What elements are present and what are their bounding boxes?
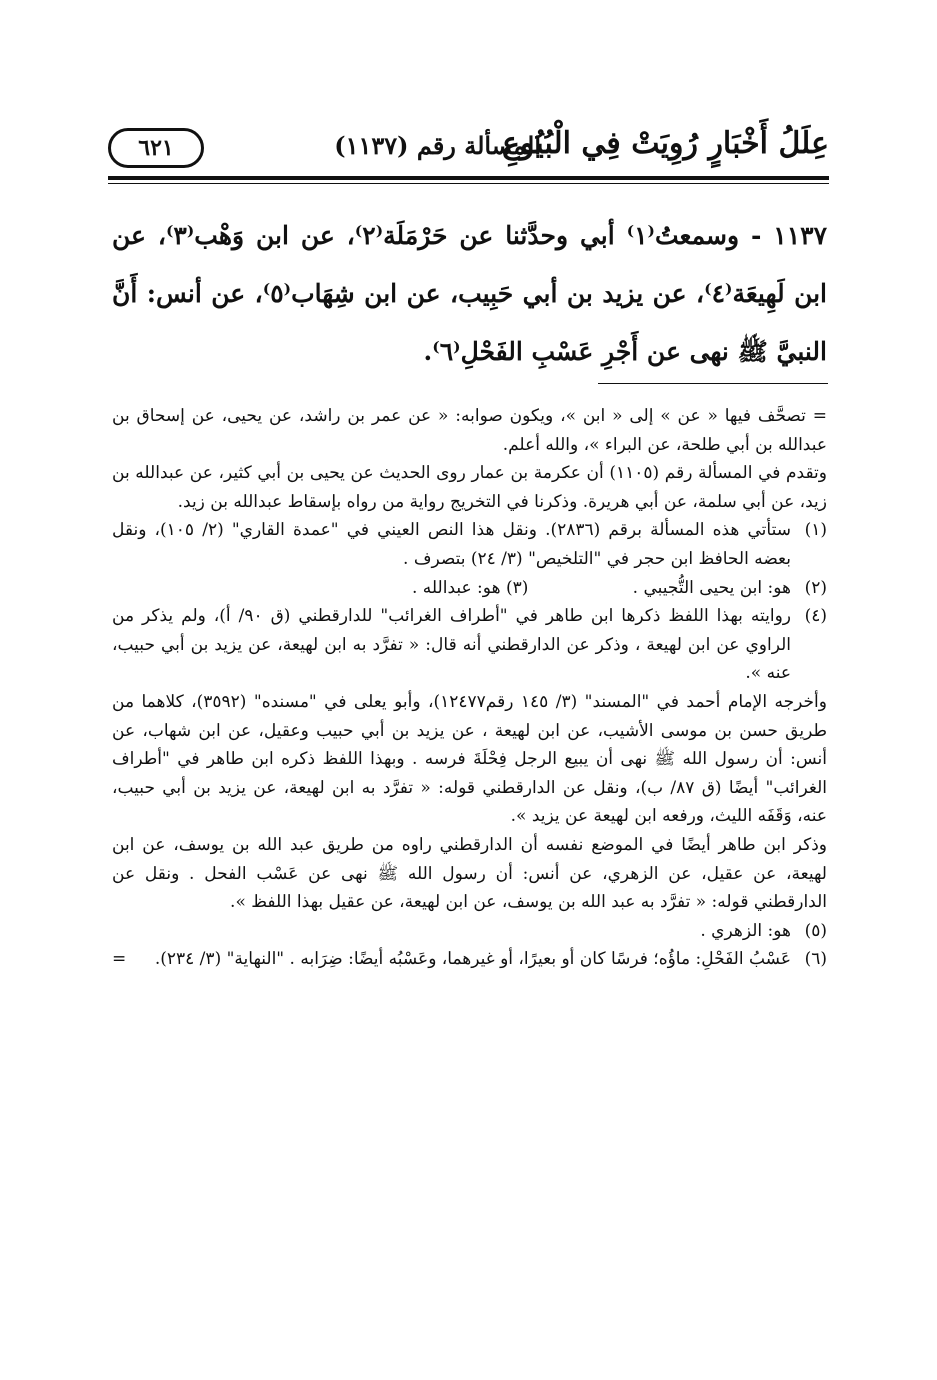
footnote-separator xyxy=(598,383,828,384)
main-text xyxy=(112,207,827,381)
footnote-5 xyxy=(112,917,827,946)
issue-number: المسألة رقم (١١٣٧) xyxy=(334,131,541,160)
footnotes xyxy=(112,402,827,974)
footnote-continuation: = تصحَّف فيها « عن » إلى « ابن »، ويكون صوابه: « عن عمر بن راشد، عن يحيى، عن إسحاق بن عبدالله بن أبي طلحة، عن البراء »، والله أعلم. xyxy=(112,406,827,455)
footnote-4-para-2: وأخرجه الإمام أحمد في "المسند" (٣/ ١٤٥ رقم١٢٤٧٧)، وأبو يعلى في "مسنده" (٣٥٩٢)، كلاهما من طريق حسن بن موسى الأشيب، عن ابن لهيعة ، عن يزيد بن أبي حبيب وعقيل، عن ابن شهاب، عن أنس: أن رسول الله ﷺ نهى أن يبيع الرجل فِحْلَةَ فرسه . وبهذا اللفظ ذكره ابن طاهر في "أطراف الغرائب" أيضًا (ق ٨٧/ ب)، ونقل عن الدارقطني قوله: « تفرَّد به ابن لهيعة، عن يزيد بن أبي حبيب، عنه، وَقَفَه الليث، ورفعه ابن لهيعة عن يزيد ». xyxy=(112,691,827,827)
footnote-1 xyxy=(112,516,827,573)
running-header xyxy=(108,122,829,174)
footnote-text: عَسْبُ الفَحْلِ: ماؤُه؛ فرسًا كان أو بعيرًا، أو غيرهما، وعَسْبُه أيضًا: ضِرَابه . "النهاية" (٣/ ٢٣٤). xyxy=(154,949,791,970)
footnote-number: (٤) xyxy=(804,606,827,627)
footnote-2-text: هو: ابن يحيى التُّجيبي . xyxy=(632,577,791,598)
footnote-4 xyxy=(112,602,827,688)
footnote-continuation-2: وتقدم في المسألة رقم (١١٠٥) أن عكرمة بن عمار روى الحديث عن يحيى بن أبي كثير، عن عبدالله بن زيد، عن أبي سلمة، عن أبي هريرة. وذكرنا في التخريج رواية من رواه بإسقاط عبدالله بن زيد. xyxy=(112,463,827,512)
footnote-text: ستأتي هذه المسألة برقم (٢٨٣٦). ونقل هذا النص العيني في "عمدة القاري" (٢/ ١٠٥)، ونقل بعضه الحافظ ابن حجر في "التلخيص" (٣/ ٢٤) بتصرف . xyxy=(112,520,791,569)
continued-mark: = xyxy=(112,949,127,970)
footnote-number: (٦) xyxy=(804,949,827,970)
header-rule xyxy=(108,176,829,180)
footnote-number: (٥) xyxy=(804,920,827,941)
footnotes-2-3 xyxy=(112,574,827,603)
page-number: ٦٢١ xyxy=(108,128,204,168)
hadith-text: ١١٣٧ - وسمعتُ⁽١⁾ أبي وحدَّثنا عن حَرْمَلَة⁽٢⁾، عن ابن وَهْب⁽٣⁾، عن ابن لَهِيعَة⁽٤⁾، عن يزيد بن أبي حَبِيب، عن ابن شِهَاب⁽٥⁾، عن أنس: أَنَّ النبيَّ ﷺ نهى عن أَجْرِ عَسْبِ الفَحْلِ⁽٦⁾. xyxy=(112,221,828,366)
footnote-3-number: (٣) xyxy=(505,577,529,598)
footnote-6 xyxy=(112,945,827,974)
footnote-number: (١) xyxy=(804,520,827,541)
footnote-text: روايته بهذا اللفظ ذكرها ابن طاهر في "أطراف الغرائب" للدارقطني (ق ٩٠/ أ)، ولم يذكر من الراوي عن ابن لهيعة ، وذكر عن الدارقطني أنه قال: « تفرَّد به ابن لهيعة، عن يزيد بن أبي حبيب، عنه ». xyxy=(112,606,791,684)
book-title: عِلَلُ أَخْبَارٍ رُوِيَتْ فِي الْبُيُوعِ xyxy=(502,126,829,161)
footnote-3-text: هو: عبدالله . xyxy=(412,577,501,598)
header-rule-thin xyxy=(108,183,829,184)
footnote-text: هو: الزهري . xyxy=(700,920,791,941)
footnote-number: (٢) xyxy=(804,577,827,598)
footnote-4-para-3: وذكر ابن طاهر أيضًا في الموضع نفسه أن الدارقطني راوه من طريق عبد الله بن يوسف، عن ابن لهيعة، عن عقيل، عن الزهري، عن أنس: أن رسول الله ﷺ نهى عن عَسْب الفحل . ونقل عن الدارقطني قوله: « تفرَّد به عبد الله بن يوسف، عن ابن لهيعة، عن عقيل بهذا اللفظ ». xyxy=(112,834,827,913)
